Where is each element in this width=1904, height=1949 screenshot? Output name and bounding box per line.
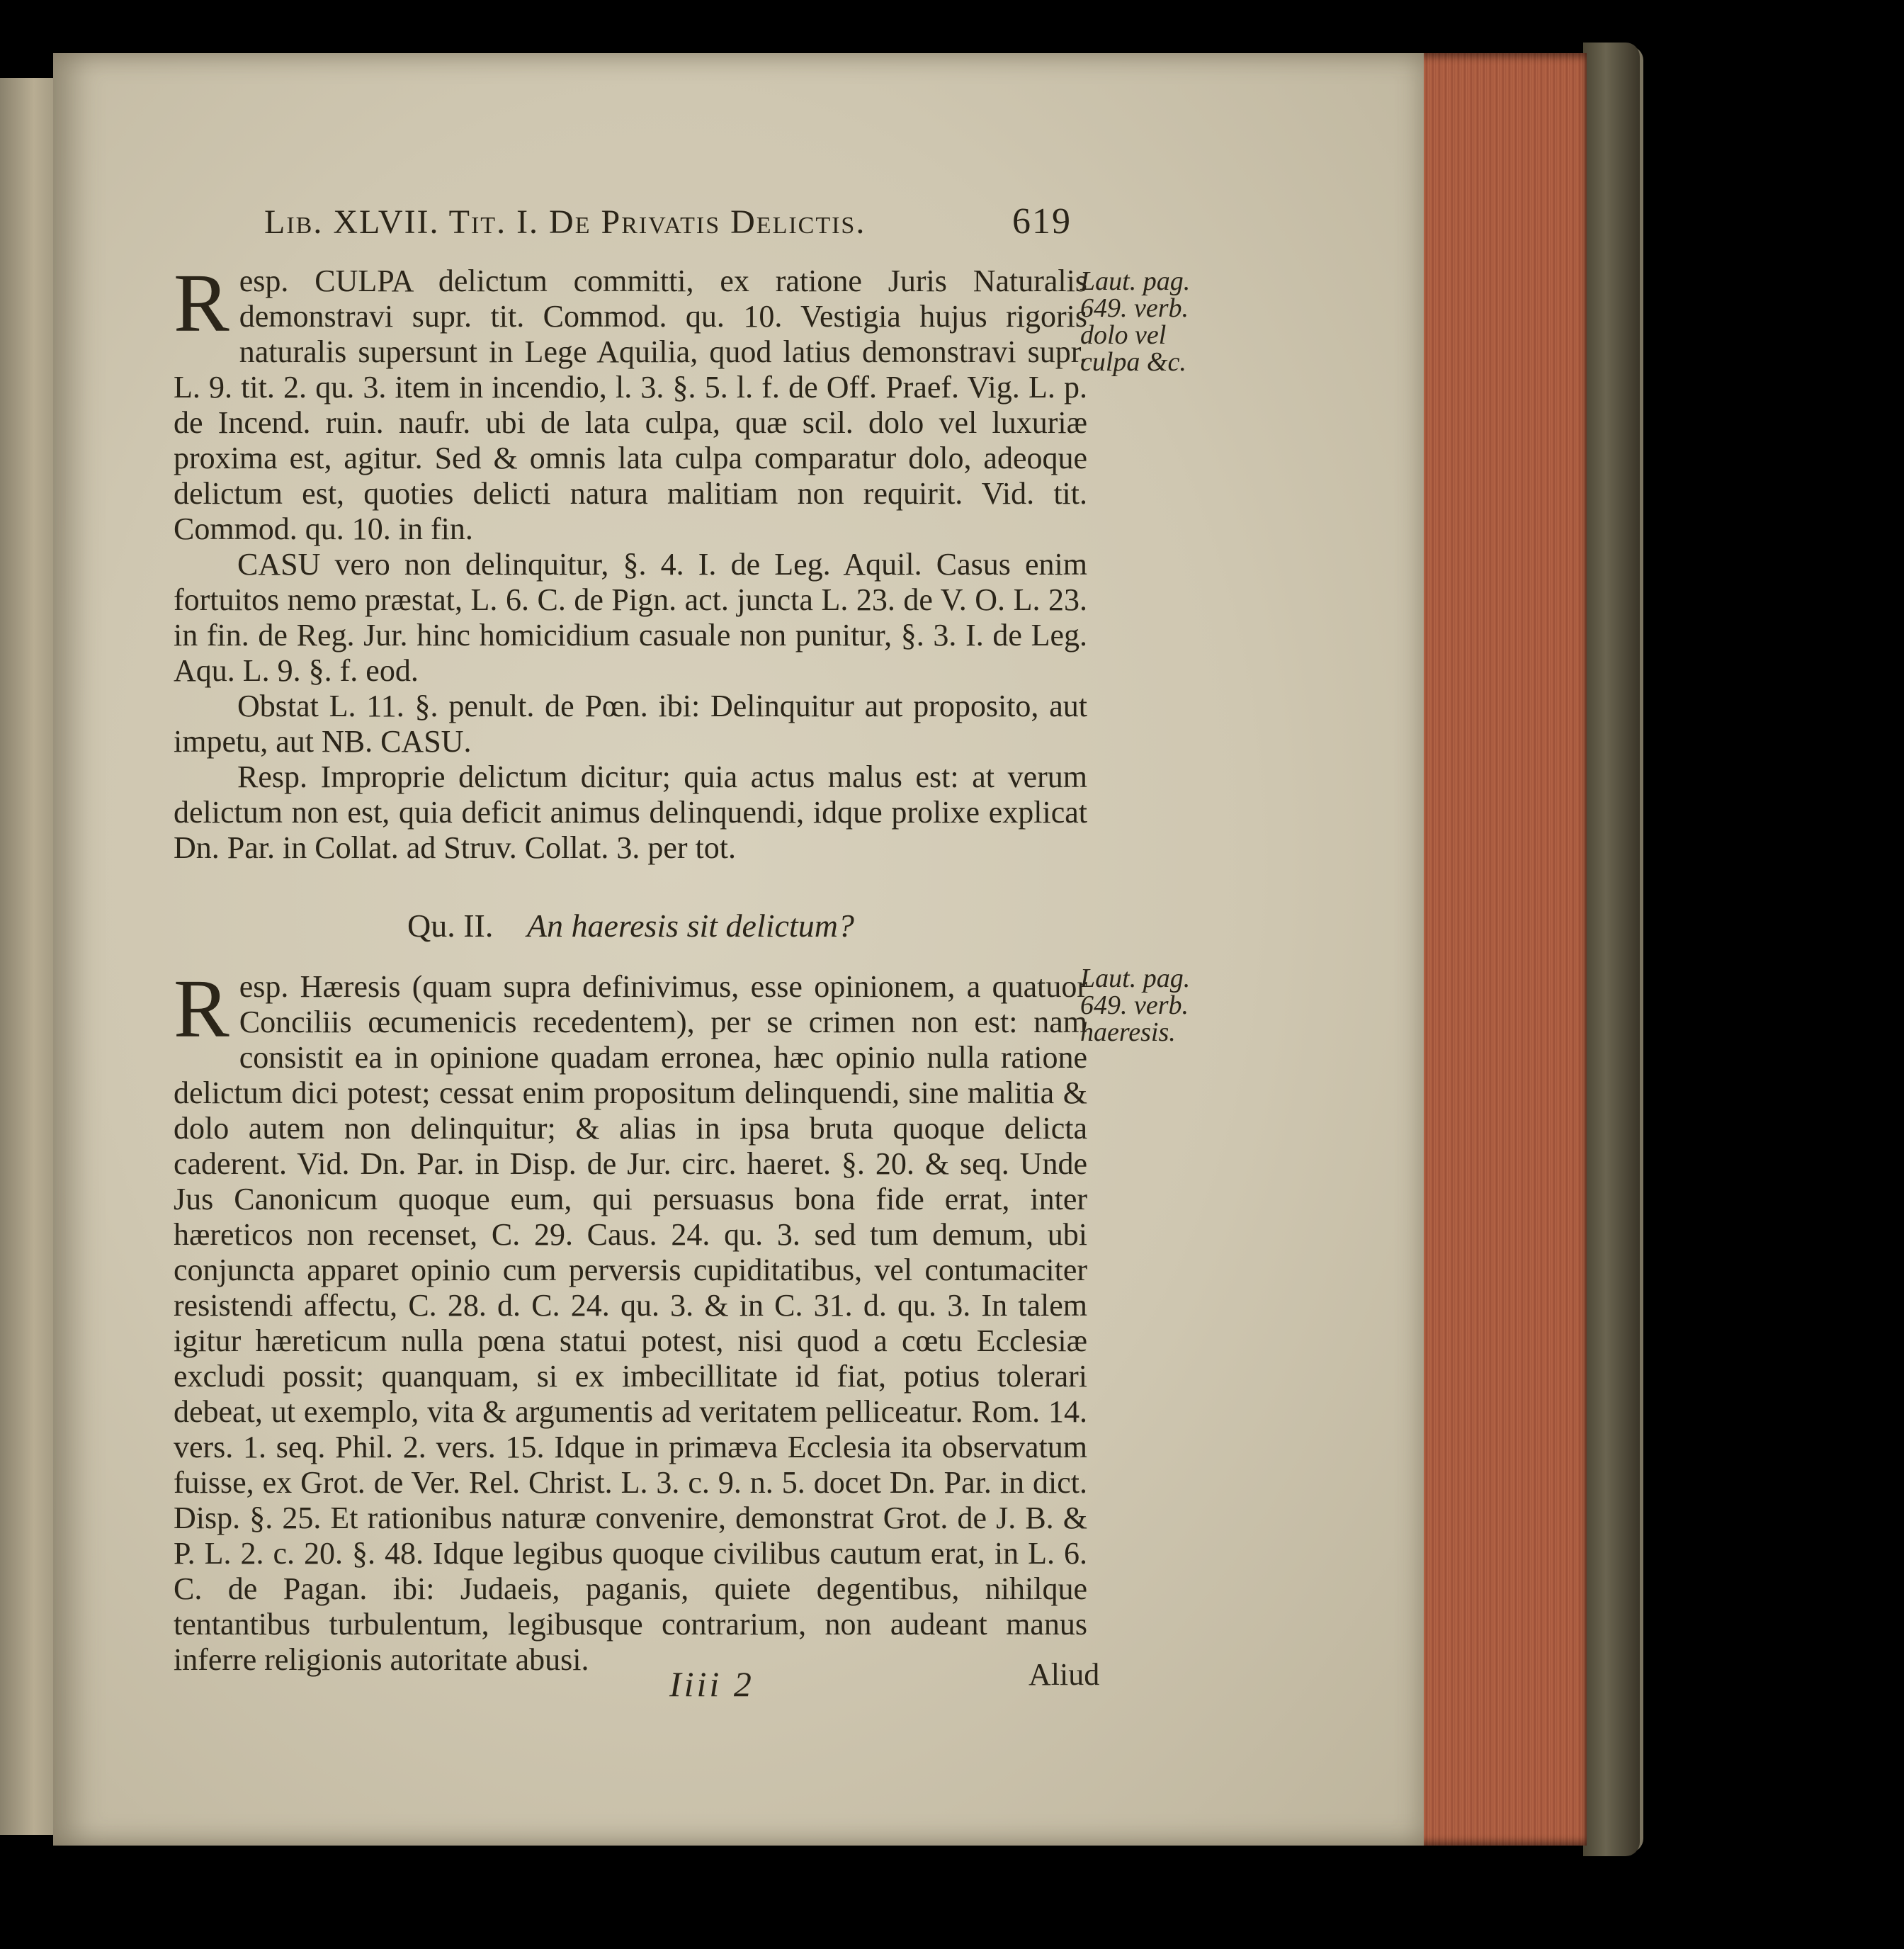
book-binding <box>1583 43 1640 1856</box>
running-title: Lib. XLVII. Tit. I. De Privatis Delictis. <box>264 203 866 241</box>
paragraph-haeresis: esp. Hæresis (quam supra definivimus, esse opinionem, a quatuor Conciliis œcumenicis recedentem), per se crimen non est: nam consistit ea in opinione quadam erronea, hæc opinio nulla ratione delictum dici potest; cessat enim propositum delinquendi, sine malitia & dolo autem non delinquitur; & alias in ipsa bruta quoque delicta caderent. Vid. Dn. Par. in Disp. de Jur. circ. haeret. §. 20. & seq. Unde Jus Canonicum quoque eum, qui persuasus bona fide errat, inter hæreticos non recenset, C. 29. Caus. 24. qu. 3. sed tum demum, ubi conjuncta apparet opinio cum perversis cupiditatibus, vel contumaciter resistendi affectu, C. 28. d. C. 24. qu. 3. & in C. 31. d. qu. 3. In talem igitur hæreticum nulla pœna statui potest, nisi quod a cœtu Ecclesiæ excludi possit; quanquam, si ex imbecillitate id fiat, potius tolerari debeat, ut exemplo, vita & argumentis ad veritatem pelliceatur. Rom. 14. vers. 1. seq. Phil. 2. vers. 15. Idque in primæva Ecclesia ita observatum fuisse, ex Grot. de Ver. Rel. Christ. L. 3. c. 9. n. 5. docet Dn. Par. in dict. Disp. §. 25. Et rationibus naturæ convenire, demonstrat Grot. de J. B. & P. L. 2. c. 20. §. 48. Idque legibus quoque civilibus cautum erat, in L. 6. C. de Pagan. ibi: Judaeis, paganis, quiete degentibus, nihilque tentantibus turbulentum, legibusque contrarium, non audeant manus inferre religionis autoritate abusi. <box>174 969 1087 1677</box>
paragraph-resp: Resp. Improprie delictum dicitur; quia actus malus est: at verum delictum non est, quia deficit animus delinquendi, idque prolixe explicat Dn. Par. in Collat. ad Struv. Collat. 3. per tot. <box>174 759 1087 865</box>
section-heading <box>407 907 854 944</box>
response-block-1 <box>174 256 1087 866</box>
paragraph-culpa: esp. CULPA delictum committi, ex ratione Juris Naturalis demonstravi supr. tit. Commod. qu. 10. Vestigia hujus rigoris naturalis supersunt in Lege Aquilia, quod latius demonstravi supr. L. 9. tit. 2. qu. 3. item in incendio, l. 3. §. 5. l. f. de Off. Praef. Vig. L. p. de Incend. ruin. naufr. ubi de lata culpa, quæ scil. dolo vel luxuriæ proxima est, agitur. Sed & omnis lata culpa comparatur dolo, adeoque delictum est, quoties delicti natura malitiam non requirit. Vid. tit. Commod. qu. 10. in fin. <box>174 264 1087 546</box>
paragraph-obstat: Obstat L. 11. §. penult. de Pœn. ibi: Delinquitur aut proposito, aut impetu, aut NB. CASU. <box>174 689 1087 759</box>
response-block-2 <box>174 962 1087 1678</box>
margin-note-2-line-1: Laut. pag. <box>1080 964 1191 993</box>
signature-mark: Iiii 2 <box>669 1664 754 1704</box>
page-number: 619 <box>1012 201 1072 242</box>
previous-page-edge <box>0 78 57 1835</box>
margin-note-2 <box>1080 965 1215 1046</box>
margin-note-1-line-1: Laut. pag. <box>1080 266 1191 296</box>
margin-note-1-line-2: 649. verb. <box>1080 293 1189 323</box>
margin-note-2-line-2: 649. verb. <box>1080 990 1189 1020</box>
margin-note-1-line-4: culpa &c. <box>1080 347 1186 377</box>
drop-cap-2: R <box>174 962 230 1055</box>
margin-note-1 <box>1080 268 1215 375</box>
paragraph-casu: CASU vero non delinquitur, §. 4. I. de Leg. Aquil. Casus enim fortuitos nemo præstat, L. 6. C. de Pign. act. juncta L. 23. de V. O. L. 23. in fin. de Reg. Jur. hinc homicidium casuale non punitur, §. 3. I. de Leg. Aqu. L. 9. §. f. eod. <box>174 547 1087 688</box>
margin-note-1-line-3: dolo vel <box>1080 320 1167 350</box>
page-block-edge <box>1410 53 1587 1846</box>
section-question: An haeresis sit delictum? <box>526 908 854 944</box>
margin-note-2-line-3: haeresis. <box>1080 1017 1176 1047</box>
drop-cap-1: R <box>174 256 230 349</box>
running-header <box>264 200 1072 242</box>
section-label: Qu. II. <box>407 908 494 944</box>
catchword: Aliud <box>1028 1657 1100 1692</box>
